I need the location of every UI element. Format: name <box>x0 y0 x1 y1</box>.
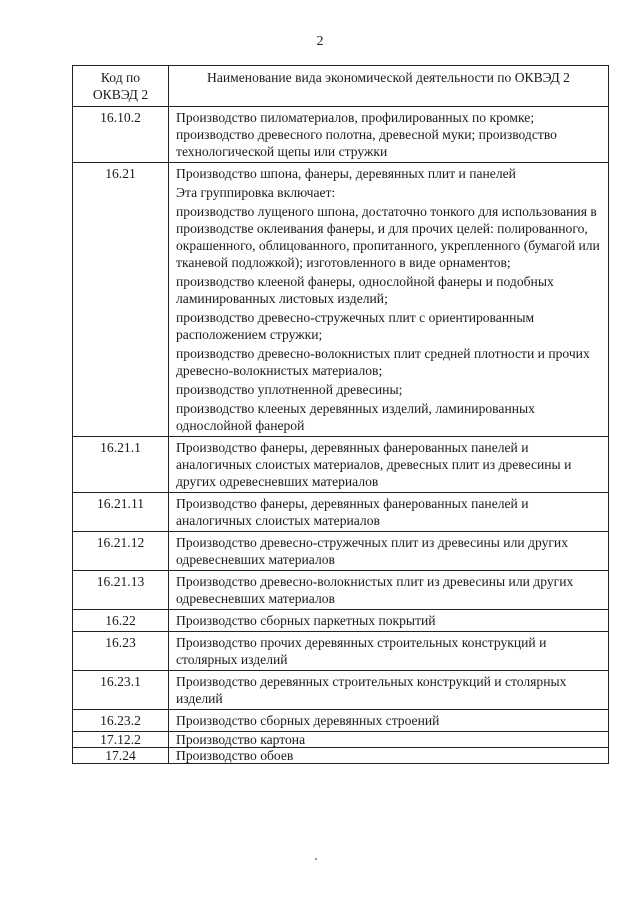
activity-name <box>169 163 609 437</box>
activity-name <box>169 671 609 710</box>
table-row <box>73 671 609 710</box>
activity-text: Производство древесно-волокнистых плит из древесины или других одревесневших материалов <box>176 574 574 606</box>
activity-name <box>169 732 609 748</box>
activity-text: Производство картона <box>176 732 306 747</box>
activity-text: Производство древесно-стружечных плит из древесины или других одревесневших материалов <box>176 535 569 567</box>
okved-code: 17.12.2 <box>73 732 169 748</box>
okved-code: 17.24 <box>73 748 169 764</box>
okved-code: 16.21 <box>73 163 169 437</box>
okved-code: 16.21.13 <box>73 571 169 610</box>
activity-text: Производство сборных паркетных покрытий <box>176 613 436 628</box>
activity-text: производство клееных деревянных изделий, ламинированных однослойной фанерой <box>176 401 535 433</box>
activity-name <box>169 571 609 610</box>
okved-code: 16.23.1 <box>73 671 169 710</box>
activity-text: Производство деревянных строительных конструкций и столярных изделий <box>176 674 567 706</box>
name-column-header: Наименование вида экономической деятельности по ОКВЭД 2 <box>169 66 609 107</box>
table-row <box>73 610 609 632</box>
activity-text: Эта группировка включает: <box>176 185 336 200</box>
okved-code: 16.23 <box>73 632 169 671</box>
table-row <box>73 437 609 493</box>
table-row <box>73 732 609 748</box>
table-row <box>73 748 609 764</box>
okved-code: 16.22 <box>73 610 169 632</box>
activity-text: Производство прочих деревянных строительных конструкций и столярных изделий <box>176 635 547 667</box>
table-row <box>73 107 609 163</box>
activity-name <box>169 710 609 732</box>
table-header-row <box>73 66 609 107</box>
table-row <box>73 571 609 610</box>
table-row <box>73 163 609 437</box>
table-row <box>73 710 609 732</box>
activity-text: производство уплотненной древесины; <box>176 382 403 397</box>
okved-code: 16.21.12 <box>73 532 169 571</box>
okved-code: 16.10.2 <box>73 107 169 163</box>
activity-name <box>169 632 609 671</box>
activity-text: производство древесно-стружечных плит с ориентированным расположением стружки; <box>176 310 535 342</box>
activity-text: Производство сборных деревянных строений <box>176 713 440 728</box>
code-column-header: Код по ОКВЭД 2 <box>73 66 169 107</box>
activity-name <box>169 610 609 632</box>
activity-name <box>169 437 609 493</box>
activity-name <box>169 532 609 571</box>
okved-table <box>72 65 609 764</box>
okved-code: 16.21.1 <box>73 437 169 493</box>
activity-text: Производство фанеры, деревянных фанерованных панелей и аналогичных слоистых материалов <box>176 496 529 528</box>
scan-speck <box>315 858 317 860</box>
okved-code: 16.23.2 <box>73 710 169 732</box>
activity-text: Производство пиломатериалов, профилированных по кромке; производство древесного полотна, древесной муки; производство технологической щепы или стружки <box>176 110 557 159</box>
activity-text: Производство шпона, фанеры, деревянных плит и панелей <box>176 166 516 181</box>
table-row <box>73 632 609 671</box>
activity-text: производство клееной фанеры, однослойной фанеры и подобных ламинированных листовых изделий; <box>176 274 554 306</box>
activity-name <box>169 107 609 163</box>
okved-code: 16.21.11 <box>73 493 169 532</box>
activity-name <box>169 748 609 764</box>
table-row <box>73 532 609 571</box>
table-row <box>73 493 609 532</box>
activity-text: производство лущеного шпона, достаточно тонкого для использования в производстве оклеивания фанеры, и для прочих целей: полированного, окрашенного, облицованного, пропитанного, укрепленного (бумагой или тканевой подложкой); изготовленного в виде орнаментов; <box>176 204 600 270</box>
page-number: 2 <box>316 34 324 49</box>
activity-text: Производство фанеры, деревянных фанерованных панелей и аналогичных слоистых материалов, древесных плит из древесины и других одревесневших материалов <box>176 440 572 489</box>
activity-text: Производство обоев <box>176 748 294 763</box>
activity-text: производство древесно-волокнистых плит средней плотности и прочих древесно-волокнистых материалов; <box>176 346 590 378</box>
activity-name <box>169 493 609 532</box>
